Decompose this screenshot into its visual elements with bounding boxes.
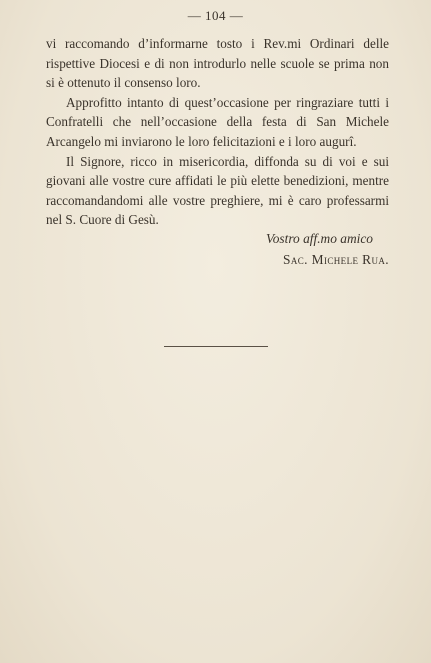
paragraph-2: Approfitto intanto di quest’occasione per ringraziare tutti i Confratelli che nell’occasione della festa di San Michele Arcangelo mi inviarono le loro felicitazioni e i loro augurî. [46,94,389,149]
paragraph-1: vi raccomando d’informarne tosto i Rev.mi Ordinari delle rispettive Diocesi e di non introdurlo nelle scuole se prima non si è ottenuto il consenso loro. [46,36,389,91]
closing-salutation: Vostro aff.mo amico [266,231,373,246]
letter-body [46,34,389,230]
page-number: — 104 — [187,8,244,23]
paragraph-3: Il Signore, ricco in misericordia, diffonda su di voi e sui giovani alle vostre cure affidati le più elette benedizioni, mentre raccomandandomi alle vostre preghiere, mi è caro professarmi nel S. Cuore di Gesù. [46,153,389,228]
section-divider [164,346,268,347]
signature-name: Sac. Michele Rua. [283,252,389,267]
signoff-block [46,228,389,270]
